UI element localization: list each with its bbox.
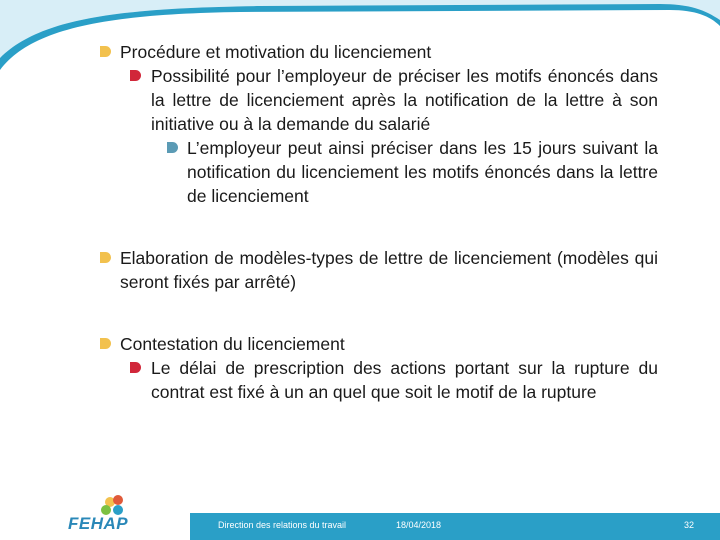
- bullet-marker-icon: [100, 338, 111, 349]
- bullet-marker-icon: [130, 70, 141, 81]
- footer-page-number: 32: [684, 520, 695, 530]
- bullet-text: Contestation du licenciement: [120, 334, 345, 354]
- bullet-marker-icon: [100, 46, 111, 57]
- subsubbullet-employeur: [163, 136, 658, 208]
- bullet-contestation: [96, 332, 658, 356]
- subbullet-delai: [126, 356, 658, 404]
- bullet-text: L’employeur peut ainsi préciser dans les 15 jours suivant la notification du licenciement les motifs énoncés dans la lettre de licenciement: [187, 138, 658, 206]
- subbullet-possibilite: [126, 64, 658, 136]
- bullet-procedure: [96, 40, 658, 64]
- bullet-marker-icon: [167, 142, 178, 153]
- logo-wordmark: FEHAP: [68, 514, 129, 533]
- footer-date: 18/04/2018: [396, 520, 442, 530]
- bullet-marker-icon: [130, 362, 141, 373]
- bullet-text: Procédure et motivation du licenciement: [120, 42, 432, 62]
- bullet-text: Elaboration de modèles-types de lettre de licenciement (modèles qui seront fixés par arrêté): [120, 248, 658, 292]
- slide-content: [96, 40, 658, 404]
- footer-org: Direction des relations du travail: [218, 520, 347, 530]
- bullet-text: Le délai de prescription des actions portant sur la rupture du contrat est fixé à un an quel que soit le motif de la rupture: [151, 358, 658, 402]
- bullet-marker-icon: [100, 252, 111, 263]
- bullet-elaboration: [96, 246, 658, 294]
- bullet-text: Possibilité pour l’employeur de préciser les motifs énoncés dans la lettre de licenciement après la notification de la lettre à son initiative ou à la demande du salarié: [151, 66, 658, 134]
